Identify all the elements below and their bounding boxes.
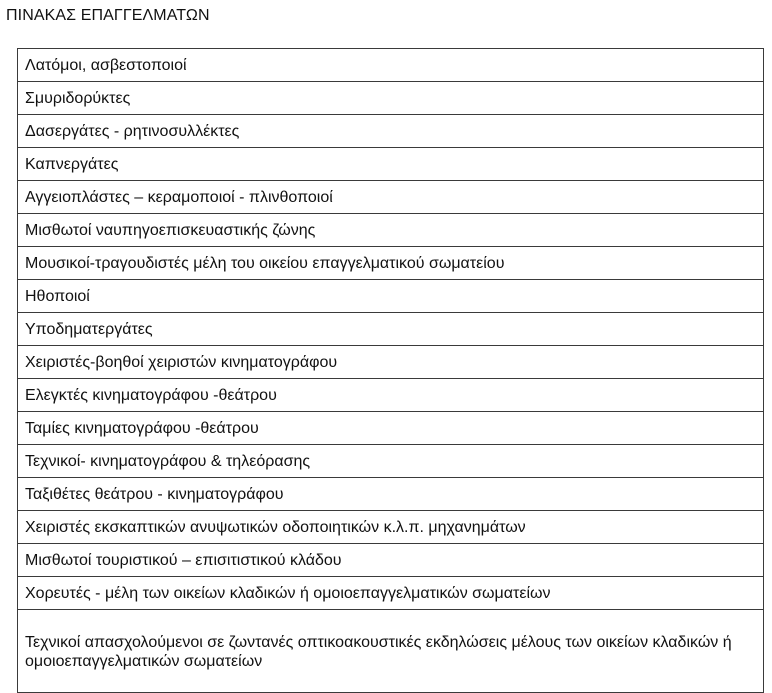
page-title: ΠΙΝΑΚΑΣ ΕΠΑΓΓΕΛΜΑΤΩΝ — [6, 7, 210, 24]
table-row — [18, 280, 764, 313]
occupation-cell: Αγγειοπλάστες – κεραμοποιοί - πλινθοποιοί — [18, 181, 764, 214]
occupation-cell: Ηθοποιοί — [18, 280, 764, 313]
table-row — [18, 181, 764, 214]
occupation-cell: Τεχνικοί- κινηματογράφου & τηλεόρασης — [18, 445, 764, 478]
table-row — [18, 511, 764, 544]
occupation-cell: Ελεγκτές κινηματογράφου -θεάτρου — [18, 379, 764, 412]
occupation-cell: Υποδηματεργάτες — [18, 313, 764, 346]
table-row — [18, 577, 764, 610]
occupations-table — [17, 48, 764, 693]
table-row — [18, 610, 764, 693]
occupation-cell: Ταμίες κινηματογράφου -θεάτρου — [18, 412, 764, 445]
occupation-cell: Μισθωτοί τουριστικού – επισιτιστικού κλάδου — [18, 544, 764, 577]
table-row — [18, 346, 764, 379]
table-row — [18, 478, 764, 511]
occupation-cell: Τεχνικοί απασχολούμενοι σε ζωντανές οπτικοακουστικές εκδηλώσεις μέλους των οικείων κλαδικών ή ομοιοεπαγγελματικών σωματείων — [18, 610, 764, 693]
occupation-cell: Δασεργάτες - ρητινοσυλλέκτες — [18, 115, 764, 148]
occupation-cell: Χειριστές-βοηθοί χειριστών κινηματογράφου — [18, 346, 764, 379]
occupation-cell: Καπνεργάτες — [18, 148, 764, 181]
table-row — [18, 49, 764, 82]
table-row — [18, 247, 764, 280]
table-row — [18, 82, 764, 115]
table-row — [18, 379, 764, 412]
occupation-cell: Χειριστές εκσκαπτικών ανυψωτικών οδοποιητικών κ.λ.π. μηχανημάτων — [18, 511, 764, 544]
occupation-cell: Σμυριδορύκτες — [18, 82, 764, 115]
occupation-cell: Μουσικοί-τραγουδιστές μέλη του οικείου επαγγελματικού σωματείου — [18, 247, 764, 280]
occupations-table-body — [18, 49, 764, 693]
table-row — [18, 445, 764, 478]
table-row — [18, 412, 764, 445]
occupation-cell: Λατόμοι, ασβεστοποιοί — [18, 49, 764, 82]
table-row — [18, 115, 764, 148]
occupation-cell: Μισθωτοί ναυπηγοεπισκευαστικής ζώνης — [18, 214, 764, 247]
occupation-cell: Ταξιθέτες θεάτρου - κινηματογράφου — [18, 478, 764, 511]
table-row — [18, 544, 764, 577]
table-row — [18, 313, 764, 346]
table-row — [18, 214, 764, 247]
table-row — [18, 148, 764, 181]
occupation-cell: Χορευτές - μέλη των οικείων κλαδικών ή ομοιοεπαγγελματικών σωματείων — [18, 577, 764, 610]
